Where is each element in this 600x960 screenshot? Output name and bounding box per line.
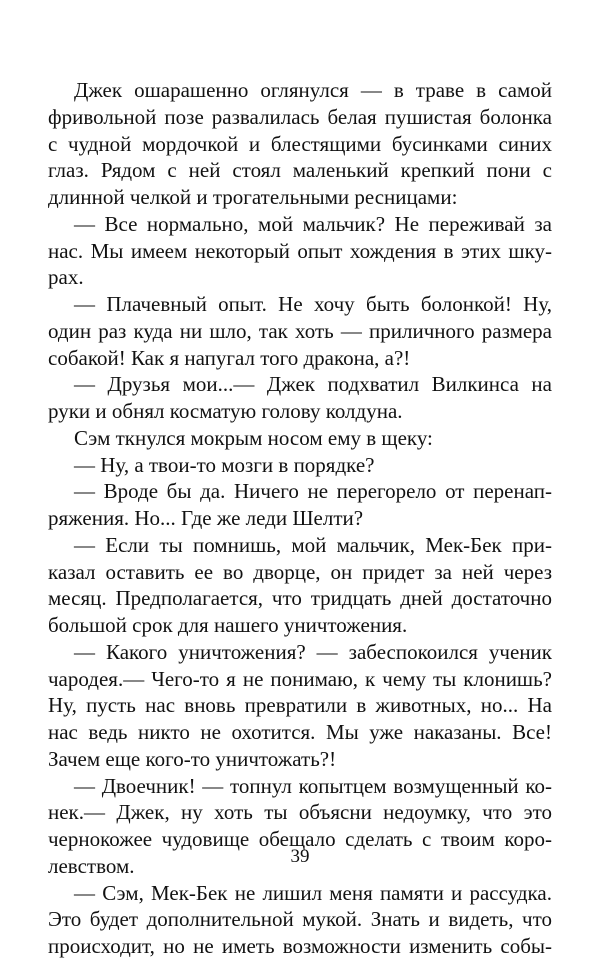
- text-line: — Двоечник! — топнул копытцем возмущенный ко-: [74, 773, 552, 798]
- text-line: Сэм ткнулся мокрым носом ему в щеку:: [74, 425, 433, 450]
- text-line: чернокожее чудовище обещало сделать с твоим коро-: [48, 827, 552, 851]
- text-line: — Ну, а твои-то мозги в порядке?: [74, 452, 375, 477]
- text-line: — Все нормально, мой мальчик? Не переживай за: [74, 211, 552, 236]
- text-line: Джек ошарашенно оглянулся — в траве в самой: [74, 78, 552, 102]
- text-line: большой срок для нашего уничтожения.: [48, 613, 408, 637]
- text-line: глаз. Рядом с ней стоял маленький крепкий пони с: [48, 158, 552, 183]
- text-line: нас ведь никто не охотится. Мы уже наказаны. Все!: [48, 720, 552, 744]
- text-line: — Сэм, Мек-Бек не лишил меня памяти и рассудка.: [74, 880, 552, 905]
- text-line: Зачем еще кого-то уничтожать?!: [48, 746, 337, 771]
- text-line: нек.— Джек, ну хоть ты объясни недоумку, что это: [48, 800, 552, 825]
- text-line: собакой! Как я напугал того дракона, а?!: [48, 345, 411, 370]
- text-line: рах.: [48, 265, 84, 290]
- text-line: — Плачевный опыт. Не хочу быть болонкой! Ну,: [74, 292, 552, 316]
- text-line: с чудной мордочкой и блестящими бусинками синих: [48, 131, 552, 156]
- text-line: Это будет дополнительной мукой. Знать и видеть, что: [48, 907, 552, 932]
- text-line: длинной челкой и трогательными ресницами:: [48, 185, 458, 209]
- body-text: [48, 77, 552, 960]
- text-line: казал оставить ее во дворце, он придет за ней через: [48, 559, 552, 584]
- text-line: происходит, но не иметь возможности изменить собы-: [48, 934, 552, 958]
- text-line: один раз куда ни шло, так хоть — приличного размера: [48, 318, 552, 343]
- text-line: — Вроде бы да. Ничего не перегорело от перенап-: [74, 479, 552, 504]
- text-line: ряжения. Но... Где же леди Шелти?: [48, 506, 364, 530]
- text-line: нас. Мы имеем некоторый опыт хождения в этих шку-: [48, 238, 552, 263]
- text-line: руки и обнял косматую голову колдуна.: [48, 399, 403, 423]
- page-number: 39: [290, 846, 310, 867]
- text-line: — Друзья мои...— Джек подхватил Вилкинса на: [74, 372, 552, 397]
- text-line: — Если ты помнишь, мой мальчик, Мек-Бек при-: [74, 532, 552, 557]
- text-line: месяц. Предполагается, что тридцать дней достаточно: [48, 586, 552, 611]
- text-line: чародея.— Чего-то я не понимаю, к чему ты клонишь?: [48, 666, 552, 691]
- text-line: Ну, пусть нас вновь превратили в животных, но... На: [48, 693, 552, 718]
- text-line: — Какого уничтожения? — забеспокоился ученик: [74, 639, 552, 664]
- text-line: левством.: [48, 853, 135, 878]
- text-line: фривольной позе развалилась белая пушистая болонка: [48, 104, 552, 129]
